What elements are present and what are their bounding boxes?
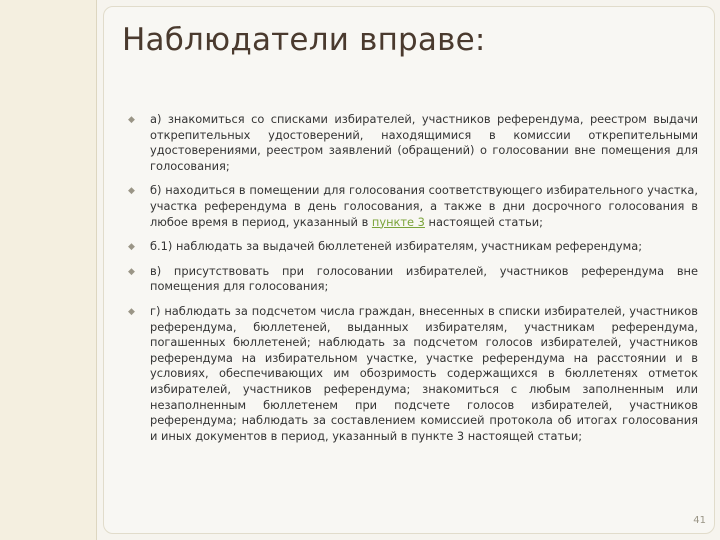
bullet-text: б.1) наблюдать за выдачей бюллетеней избирателям, участникам референдума; — [150, 239, 643, 254]
bullet-item-b1 — [128, 239, 698, 255]
diamond-bullet-icon: ◆ — [128, 242, 135, 253]
bullet-text — [150, 183, 698, 228]
bullet-item-g — [128, 304, 698, 444]
bullet-text: в) присутствовать при голосовании избирателей, участников референдума вне помещения для голосования; — [150, 263, 698, 294]
bullet-text: а) знакомиться со списками избирателей, участников референдума, реестром выдачи открепительных удостоверений, находящимися в комиссии открепительными удостоверениями, реестром заявлений (обращений) о голосовании вне помещения для голосования; — [150, 112, 698, 173]
slide-title: Наблюдатели вправе: — [122, 22, 486, 58]
page-number: 41 — [693, 515, 706, 526]
bullet-text-after-link: настоящей статьи; — [424, 214, 543, 229]
bullet-text-before-link: б) находиться в помещении для голосования соответствующего избирательного участка, участка референдума в день голосования, а также в дни досрочного голосования в любое время в период, указанный в — [150, 183, 698, 229]
article-link[interactable]: пункте 3 — [371, 214, 425, 229]
diamond-bullet-icon: ◆ — [128, 115, 135, 125]
bullet-text: г) наблюдать за подсчетом числа граждан, внесенных в списки избирателей, участников референдума, бюллетеней, выданных избирателям, участникам референдума, погашенных бюллетеней; наблюдать за подсчетом голосов избирателей, участников референдума на избирательном участке, участке референдума на расстоянии и в условиях, обеспечивающих им обозримость содержащихся в бюллетенях отметок избирателей, участников референдума; знакомиться с любым заполненным или незаполненным бюллетенем при подсчете голосов избирателей, участников референдума; наблюдать за составлением комиссией протокола об итогах голосования и иных документов в период, указанный в пункте 3 настоящей статьи; — [150, 303, 698, 443]
bullet-item-v — [128, 264, 698, 295]
left-decorative-band — [0, 0, 96, 540]
bullet-item-b — [128, 183, 698, 230]
bullet-list — [128, 112, 698, 453]
bullet-item-a — [128, 112, 698, 174]
diamond-bullet-icon: ◆ — [128, 186, 135, 197]
diamond-bullet-icon: ◆ — [128, 306, 135, 317]
diamond-bullet-icon: ◆ — [128, 266, 135, 277]
